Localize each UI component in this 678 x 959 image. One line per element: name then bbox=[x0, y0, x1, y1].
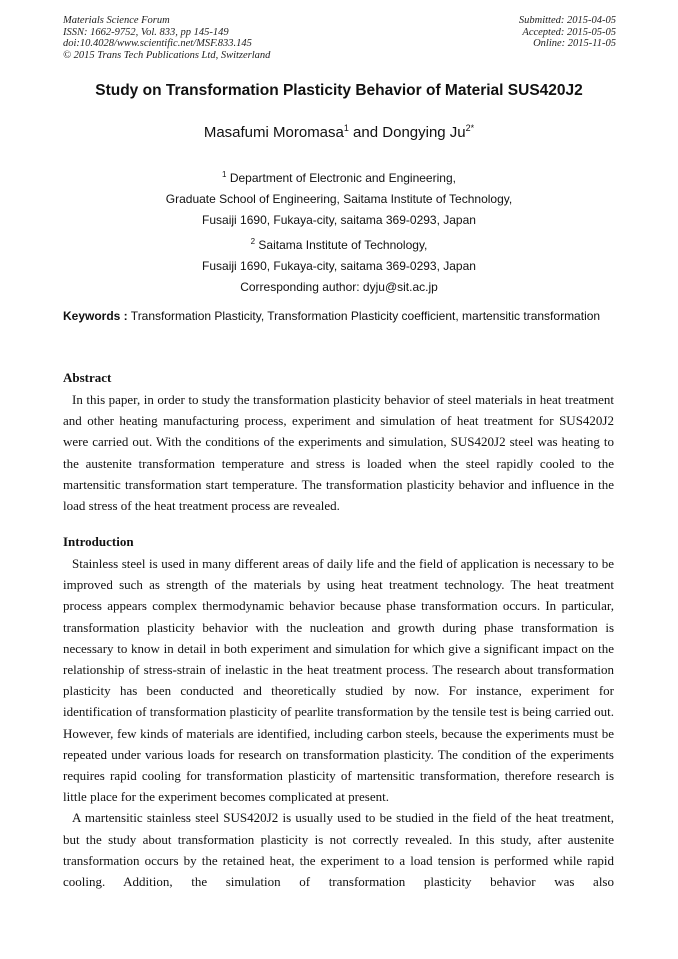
author-2-name: Dongying Ju bbox=[382, 124, 466, 141]
keywords-text: Transformation Plasticity, Transformation Plasticity coefficient, martensitic transformation bbox=[127, 309, 601, 323]
abstract-paragraph: In this paper, in order to study the transformation plasticity behavior of steel materials in heat treatment and other heating manufacturing process, experiment and simulation of heat treatment for SUS420J2 were carried out. With the conditions of the experiments and simulation, SUS420J2 steel was heating to the austenite transformation temperature and stress is loaded when the steel rapidly cooled to the martensitic transformation start temperature. The transformation plasticity behavior and influence in the load stress of the heat treatment process are revealed. bbox=[63, 392, 614, 514]
introduction-body bbox=[63, 553, 614, 892]
affiliation-line: Graduate School of Engineering, Saitama Institute of Technology, bbox=[165, 192, 513, 206]
affiliation-marker: 2 bbox=[250, 237, 256, 246]
introduction-paragraph-2: A martensitic stainless steel SUS420J2 is usually used to be studied in the field of the heat treatment, but the study about transformation plasticity is not correctly revealed. In this study, after austenite transformation occurs by the retained heat, the experiment to a load tension is performed while rapid cooling. Addition, the simulation of transformation plasticity behavior was also bbox=[63, 810, 614, 890]
journal-info bbox=[63, 15, 270, 61]
journal-issn: ISSN: 1662-9752, Vol. 833, pp 145-149 bbox=[63, 26, 229, 38]
author-conjunction: and bbox=[348, 124, 383, 141]
accepted-date: Accepted: 2015-05-05 bbox=[522, 26, 616, 38]
affiliation-text: Department of Electronic and Engineering, bbox=[226, 171, 456, 185]
keywords-label: Keywords : bbox=[63, 309, 128, 323]
affiliation-text: Saitama Institute of Technology, bbox=[255, 238, 428, 252]
online-date: Online: 2015-11-05 bbox=[533, 38, 616, 49]
affiliations bbox=[0, 164, 678, 298]
author-line bbox=[0, 123, 678, 141]
affiliation-line bbox=[0, 231, 678, 256]
affiliation-line bbox=[0, 164, 678, 189]
affiliation-address: Fusaiji 1690, Fukaya-city, saitama 369-0293, Japan bbox=[202, 259, 476, 273]
journal-copyright: © 2015 Trans Tech Publications Ltd, Switzerland bbox=[63, 49, 271, 61]
abstract-body bbox=[63, 389, 614, 516]
journal-doi: doi:10.4028/www.scientific.net/MSF.833.145 bbox=[63, 38, 252, 49]
submission-dates bbox=[519, 15, 616, 50]
affiliation-marker: 1 bbox=[222, 170, 227, 179]
author-1-name: Masafumi Moromasa bbox=[203, 124, 344, 141]
introduction-paragraph-1: Stainless steel is used in many different areas of daily life and the field of application is necessary to be improved such as strength of the materials by using heat treatment technology. The heat treatment process appears complex thermodynamic behavior because phase transformation occurs. In particular, transformation plasticity behavior with the nucleation and growth during phase transformation is necessary to know in detail in both experiment and simulation for which give a significant impact on the relationship of stress-strain of inelastic in the heat treatment process. The research about transformation plasticity has been conducted and theoretically studied by now. For instance, experiment for identification of transformation plasticity of pearlite transformation by the tensile test is being carried out. However, few kinds of materials are identified, including carbon steels, because the experiments must be repeated under various loads for research on transformation plasticity. The condition of the experiments requires rapid cooling for transformation plasticity of martensitic transformation, therefore research is little place for the experiment becomes complicated at present. bbox=[63, 556, 614, 805]
keywords bbox=[63, 306, 614, 327]
journal-name: Materials Science Forum bbox=[63, 15, 170, 26]
corresponding-author: Corresponding author: dyju@sit.ac.jp bbox=[240, 280, 438, 294]
introduction-heading: Introduction bbox=[63, 534, 134, 549]
abstract-heading: Abstract bbox=[63, 370, 112, 385]
author-2-superscript: 2* bbox=[465, 123, 475, 133]
paper-title: Study on Transformation Plasticity Behavior of Material SUS420J2 bbox=[95, 82, 583, 99]
author-1-superscript: 1 bbox=[343, 123, 349, 133]
submitted-date: Submitted: 2015-04-05 bbox=[518, 15, 616, 26]
affiliation-address: Fusaiji 1690, Fukaya-city, saitama 369-0293, Japan bbox=[202, 213, 476, 227]
